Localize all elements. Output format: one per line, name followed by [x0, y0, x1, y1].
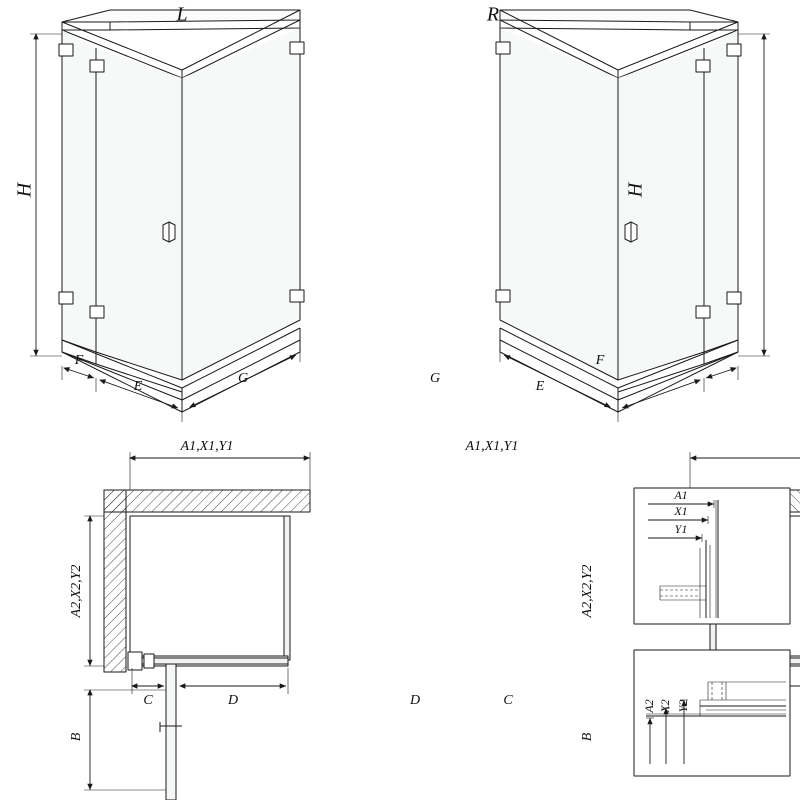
plan-right-top-dimension: A1,X1,Y1 [465, 439, 519, 455]
plan-left-top-dimension: A1,X1,Y1 [180, 439, 234, 455]
iso-right-label-e: E [535, 379, 545, 395]
plan-left-swing-label-b: B [69, 732, 85, 742]
iso-left-variant-label: L [176, 3, 188, 26]
plan-left-label-c: C [143, 693, 153, 709]
iso-right-variant-label: R [486, 3, 500, 26]
iso-left-height-label: H [13, 182, 36, 198]
detail-top-label-a1: A1 [674, 487, 688, 502]
detail-top-label-y1: Y1 [674, 521, 688, 536]
detail-bottom-label-y2: Y2 [675, 699, 690, 713]
plan-left-side-dimension: A2,X2,Y2 [69, 564, 85, 618]
plan-left-group [84, 452, 310, 800]
iso-right-height-label: H [624, 182, 647, 198]
detail-corner-horizontal [634, 488, 790, 624]
detail-bottom-label-a2: A2 [641, 699, 656, 713]
iso-left-label-g: G [237, 371, 249, 387]
iso-left-label-e: E [133, 379, 143, 395]
detail-bottom-label-x2: X2 [657, 699, 672, 713]
plan-right-side-dimension: A2,X2,Y2 [580, 564, 596, 618]
iso-left-label-f: F [74, 353, 84, 369]
iso-right-label-g: G [429, 371, 441, 387]
iso-right-group [496, 10, 770, 422]
plan-left-label-d: D [227, 693, 239, 709]
plan-right-swing-label-b: B [580, 732, 596, 742]
detail-top-label-x1: X1 [674, 503, 688, 518]
plan-right-label-d: D [409, 693, 421, 709]
plan-right-label-c: C [503, 693, 513, 709]
iso-right-label-f: F [595, 353, 605, 369]
iso-left-group [30, 10, 304, 422]
